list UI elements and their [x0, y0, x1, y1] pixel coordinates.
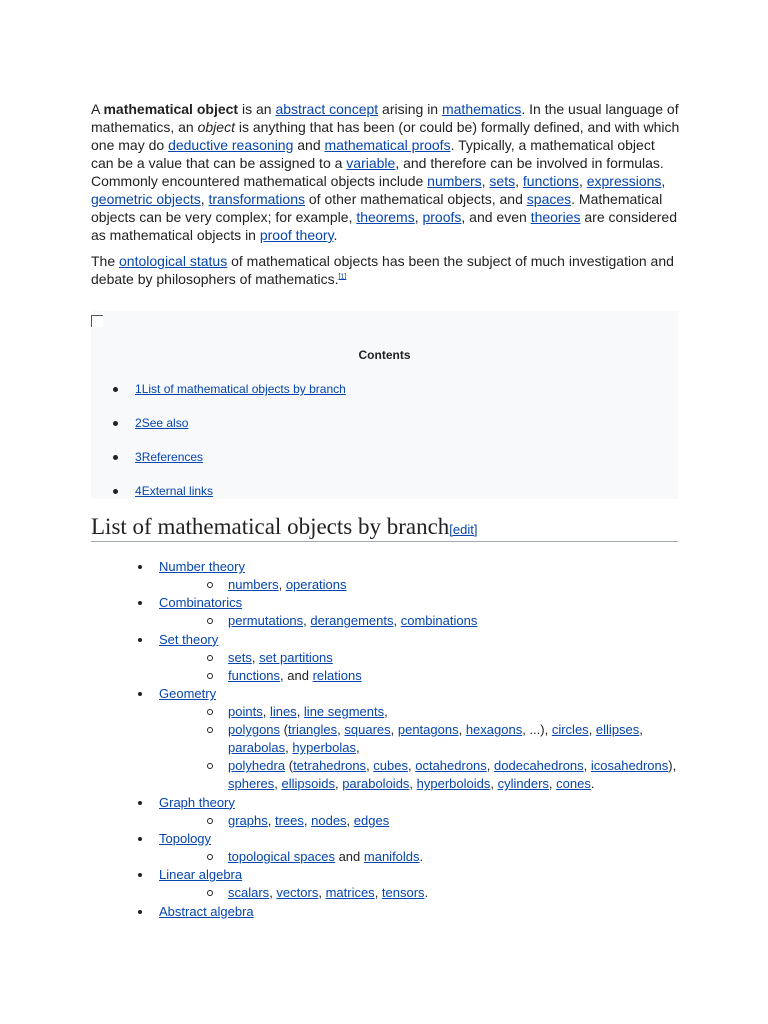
- toc-link-3[interactable]: 3References: [135, 450, 204, 464]
- inline-link[interactable]: deductive reasoning: [168, 137, 294, 153]
- inline-link[interactable]: spheres: [228, 776, 275, 792]
- sub-item-text: numbers, operations: [228, 577, 347, 592]
- inline-link[interactable]: mathematical proofs: [324, 137, 451, 153]
- branch-item: [138, 794, 683, 830]
- sub-list: [159, 703, 683, 793]
- section-heading: [91, 512, 678, 542]
- inline-link[interactable]: theorems: [356, 209, 415, 225]
- circle-bullet-icon: [207, 763, 213, 769]
- inline-link[interactable]: paraboloids: [342, 776, 410, 792]
- branch-list: [138, 558, 683, 921]
- inline-link[interactable]: scalars: [228, 885, 270, 901]
- table-of-contents: [91, 311, 678, 499]
- intro-paragraph-1: A mathematical object is an abstract concept arising in mathematics. In the usual language of mathematics, an object is anything that has been (or could be) formally defined, and with which one may do deductive reasoning and mathematical proofs. Typically, a mathematical object can be a value that can be assigned to a variable, and therefore can be involved in formulas. Commonly encountered mathematical objects include numbers, sets, functions, expressions, geometric objects, transformations of other mathematical objects, and spaces. Mathematical objects can be very complex; for example, theorems, proofs, and even theories are considered as mathematical objects in proof theory.: [91, 101, 680, 243]
- edit-section-link[interactable]: [edit]: [449, 522, 478, 537]
- intro-paragraph-2: The ontological status of mathematical objects has been the subject of much investigation and debate by philosophers of mathematics.[1]: [91, 253, 674, 287]
- article-intro: [91, 100, 681, 296]
- branch-item: [138, 903, 683, 921]
- inline-link[interactable]: operations: [285, 577, 347, 592]
- sub-list-item: [207, 649, 683, 667]
- inline-link[interactable]: numbers: [228, 577, 279, 592]
- inline-link[interactable]: variable: [346, 155, 396, 171]
- inline-link[interactable]: proofs: [422, 209, 462, 225]
- inline-link[interactable]: sets: [489, 173, 516, 189]
- sub-list: [159, 649, 683, 685]
- inline-link[interactable]: hexagons: [465, 722, 523, 738]
- sub-list: [159, 848, 683, 866]
- circle-bullet-icon: [207, 655, 213, 661]
- sub-list: [159, 812, 683, 830]
- inline-link[interactable]: points: [228, 704, 263, 720]
- inline-link[interactable]: line segments: [303, 704, 385, 720]
- bullet-icon: [113, 455, 118, 460]
- inline-link[interactable]: numbers: [427, 173, 482, 189]
- circle-bullet-icon: [207, 854, 213, 860]
- bullet-icon: [138, 565, 142, 569]
- sub-item-text: polyhedra (tetrahedrons, cubes, octahedrons, dodecahedrons, icosahedrons), spheres, ellipsoids, paraboloids, hyperboloids, cylinders, cones.: [228, 758, 677, 792]
- bullet-icon: [138, 601, 142, 605]
- inline-link[interactable]: lines: [269, 704, 297, 720]
- bullet-icon: [138, 638, 142, 642]
- inline-link[interactable]: proof theory: [259, 227, 334, 243]
- branch-link[interactable]: Set theory: [159, 631, 219, 647]
- inline-link[interactable]: spaces: [526, 191, 572, 207]
- inline-link[interactable]: tensors: [381, 885, 425, 901]
- toc-title: Contents: [358, 348, 411, 362]
- bullet-icon: [113, 387, 118, 392]
- toc-link-1[interactable]: 1List of mathematical objects by branch: [135, 382, 346, 396]
- branch-link[interactable]: Topology: [159, 830, 212, 846]
- sub-list-item: [207, 667, 683, 685]
- circle-bullet-icon: [207, 673, 213, 679]
- inline-link[interactable]: tetrahedrons: [293, 758, 367, 774]
- sub-item-text: graphs, trees, nodes, edges: [228, 812, 390, 828]
- inline-link[interactable]: cubes: [373, 758, 408, 774]
- sub-list-item: [207, 612, 683, 630]
- inline-link[interactable]: functions: [522, 173, 579, 189]
- bullet-icon: [113, 489, 118, 494]
- toc-link-4[interactable]: 4External links: [135, 484, 214, 498]
- sub-list: [159, 576, 683, 594]
- bullet-icon: [138, 910, 142, 914]
- sub-item-text: permutations, derangements, combinations: [228, 613, 478, 629]
- inline-link[interactable]: sets: [228, 649, 252, 665]
- inline-link[interactable]: transformations: [208, 191, 305, 207]
- inline-link[interactable]: topological spaces: [228, 848, 335, 864]
- bullet-icon: [138, 692, 142, 696]
- inline-link[interactable]: matrices: [325, 885, 375, 901]
- circle-bullet-icon: [207, 890, 213, 896]
- inline-link[interactable]: cylinders: [497, 776, 549, 792]
- branch-item: [138, 594, 683, 630]
- inline-link[interactable]: abstract concept: [275, 101, 379, 117]
- toc-toggle-checkbox[interactable]: [91, 315, 103, 327]
- inline-link[interactable]: dodecahedrons: [494, 758, 584, 774]
- inline-link[interactable]: triangles: [288, 722, 338, 738]
- sub-list-item: [207, 848, 683, 866]
- branch-item: [138, 558, 683, 594]
- inline-link[interactable]: icosahedrons: [590, 758, 669, 774]
- inline-link[interactable]: manifolds: [363, 848, 420, 864]
- inline-link[interactable]: polygons: [228, 722, 281, 738]
- sub-item-text: scalars, vectors, matrices, tensors.: [228, 885, 429, 901]
- citation-link[interactable]: [1]: [338, 273, 347, 281]
- section-heading-text: List of mathematical objects by branch: [91, 514, 450, 539]
- sub-item-text: sets, set partitions: [228, 649, 333, 665]
- circle-bullet-icon: [207, 818, 213, 824]
- branch-link[interactable]: Geometry: [159, 686, 217, 702]
- citation: [338, 273, 346, 280]
- inline-link[interactable]: octahedrons: [415, 758, 487, 774]
- branch-link[interactable]: Graph theory: [159, 794, 235, 810]
- inline-link[interactable]: polyhedra: [228, 758, 286, 774]
- sub-item-text: topological spaces and manifolds.: [228, 848, 424, 864]
- sub-list-item: [207, 884, 683, 902]
- branch-item: [138, 830, 683, 866]
- circle-bullet-icon: [207, 618, 213, 624]
- bold-term: mathematical object: [103, 101, 239, 117]
- sub-list-item: [207, 576, 683, 594]
- inline-link[interactable]: vectors: [276, 885, 319, 901]
- branch-link[interactable]: Linear algebra: [159, 867, 243, 883]
- sub-item-text: functions, and relations: [228, 667, 362, 683]
- italic-term: object: [197, 119, 235, 135]
- sub-item-text: polygons (triangles, squares, pentagons, hexagons, ...), circles, ellipses, parabolas, hyperbolas,: [228, 722, 643, 756]
- inline-link[interactable]: graphs: [228, 812, 268, 828]
- bullet-icon: [138, 873, 142, 877]
- branch-item: [138, 631, 683, 685]
- inline-link[interactable]: squares: [344, 722, 391, 738]
- sub-list-item: [207, 757, 683, 793]
- toc-link-2[interactable]: 2See also: [135, 416, 189, 430]
- inline-link[interactable]: cones: [556, 776, 591, 792]
- circle-bullet-icon: [207, 727, 213, 733]
- inline-link[interactable]: hyperboloids: [416, 776, 491, 792]
- inline-link[interactable]: derangements: [310, 613, 394, 629]
- inline-link[interactable]: mathematics: [441, 101, 522, 117]
- inline-link[interactable]: nodes: [311, 812, 347, 828]
- inline-link[interactable]: edges: [353, 812, 390, 828]
- sub-list-item: [207, 721, 683, 757]
- sub-list: [159, 884, 683, 902]
- inline-link[interactable]: ellipses: [595, 722, 640, 738]
- inline-link[interactable]: expressions: [586, 173, 662, 189]
- branch-item: [138, 866, 683, 902]
- inline-link[interactable]: parabolas: [228, 740, 286, 756]
- sub-list: [159, 612, 683, 630]
- branch-link[interactable]: Abstract algebra: [159, 903, 254, 919]
- branch-link[interactable]: Number theory: [159, 559, 245, 574]
- sub-list-item: [207, 703, 683, 721]
- bullet-icon: [113, 421, 118, 426]
- bullet-icon: [138, 801, 142, 805]
- inline-link[interactable]: geometric objects: [91, 191, 201, 207]
- branch-link[interactable]: Combinatorics: [159, 595, 243, 611]
- inline-link[interactable]: relations: [312, 667, 362, 683]
- inline-link[interactable]: trees: [274, 812, 304, 828]
- circle-bullet-icon: [207, 582, 213, 588]
- inline-link[interactable]: functions: [228, 667, 281, 683]
- sub-list-item: [207, 812, 683, 830]
- bullet-icon: [138, 837, 142, 841]
- sub-item-text: points, lines, line segments,: [228, 704, 388, 720]
- inline-link[interactable]: circles: [551, 722, 589, 738]
- branch-item: [138, 685, 683, 793]
- inline-link[interactable]: hyperbolas: [292, 740, 356, 756]
- inline-link[interactable]: theories: [530, 209, 581, 225]
- inline-link[interactable]: ontological status: [119, 253, 228, 269]
- inline-link[interactable]: pentagons: [397, 722, 459, 738]
- circle-bullet-icon: [207, 709, 213, 715]
- inline-link[interactable]: combinations: [400, 613, 478, 629]
- inline-link[interactable]: permutations: [228, 613, 304, 629]
- inline-link[interactable]: set partitions: [259, 649, 333, 665]
- inline-link[interactable]: ellipsoids: [281, 776, 335, 792]
